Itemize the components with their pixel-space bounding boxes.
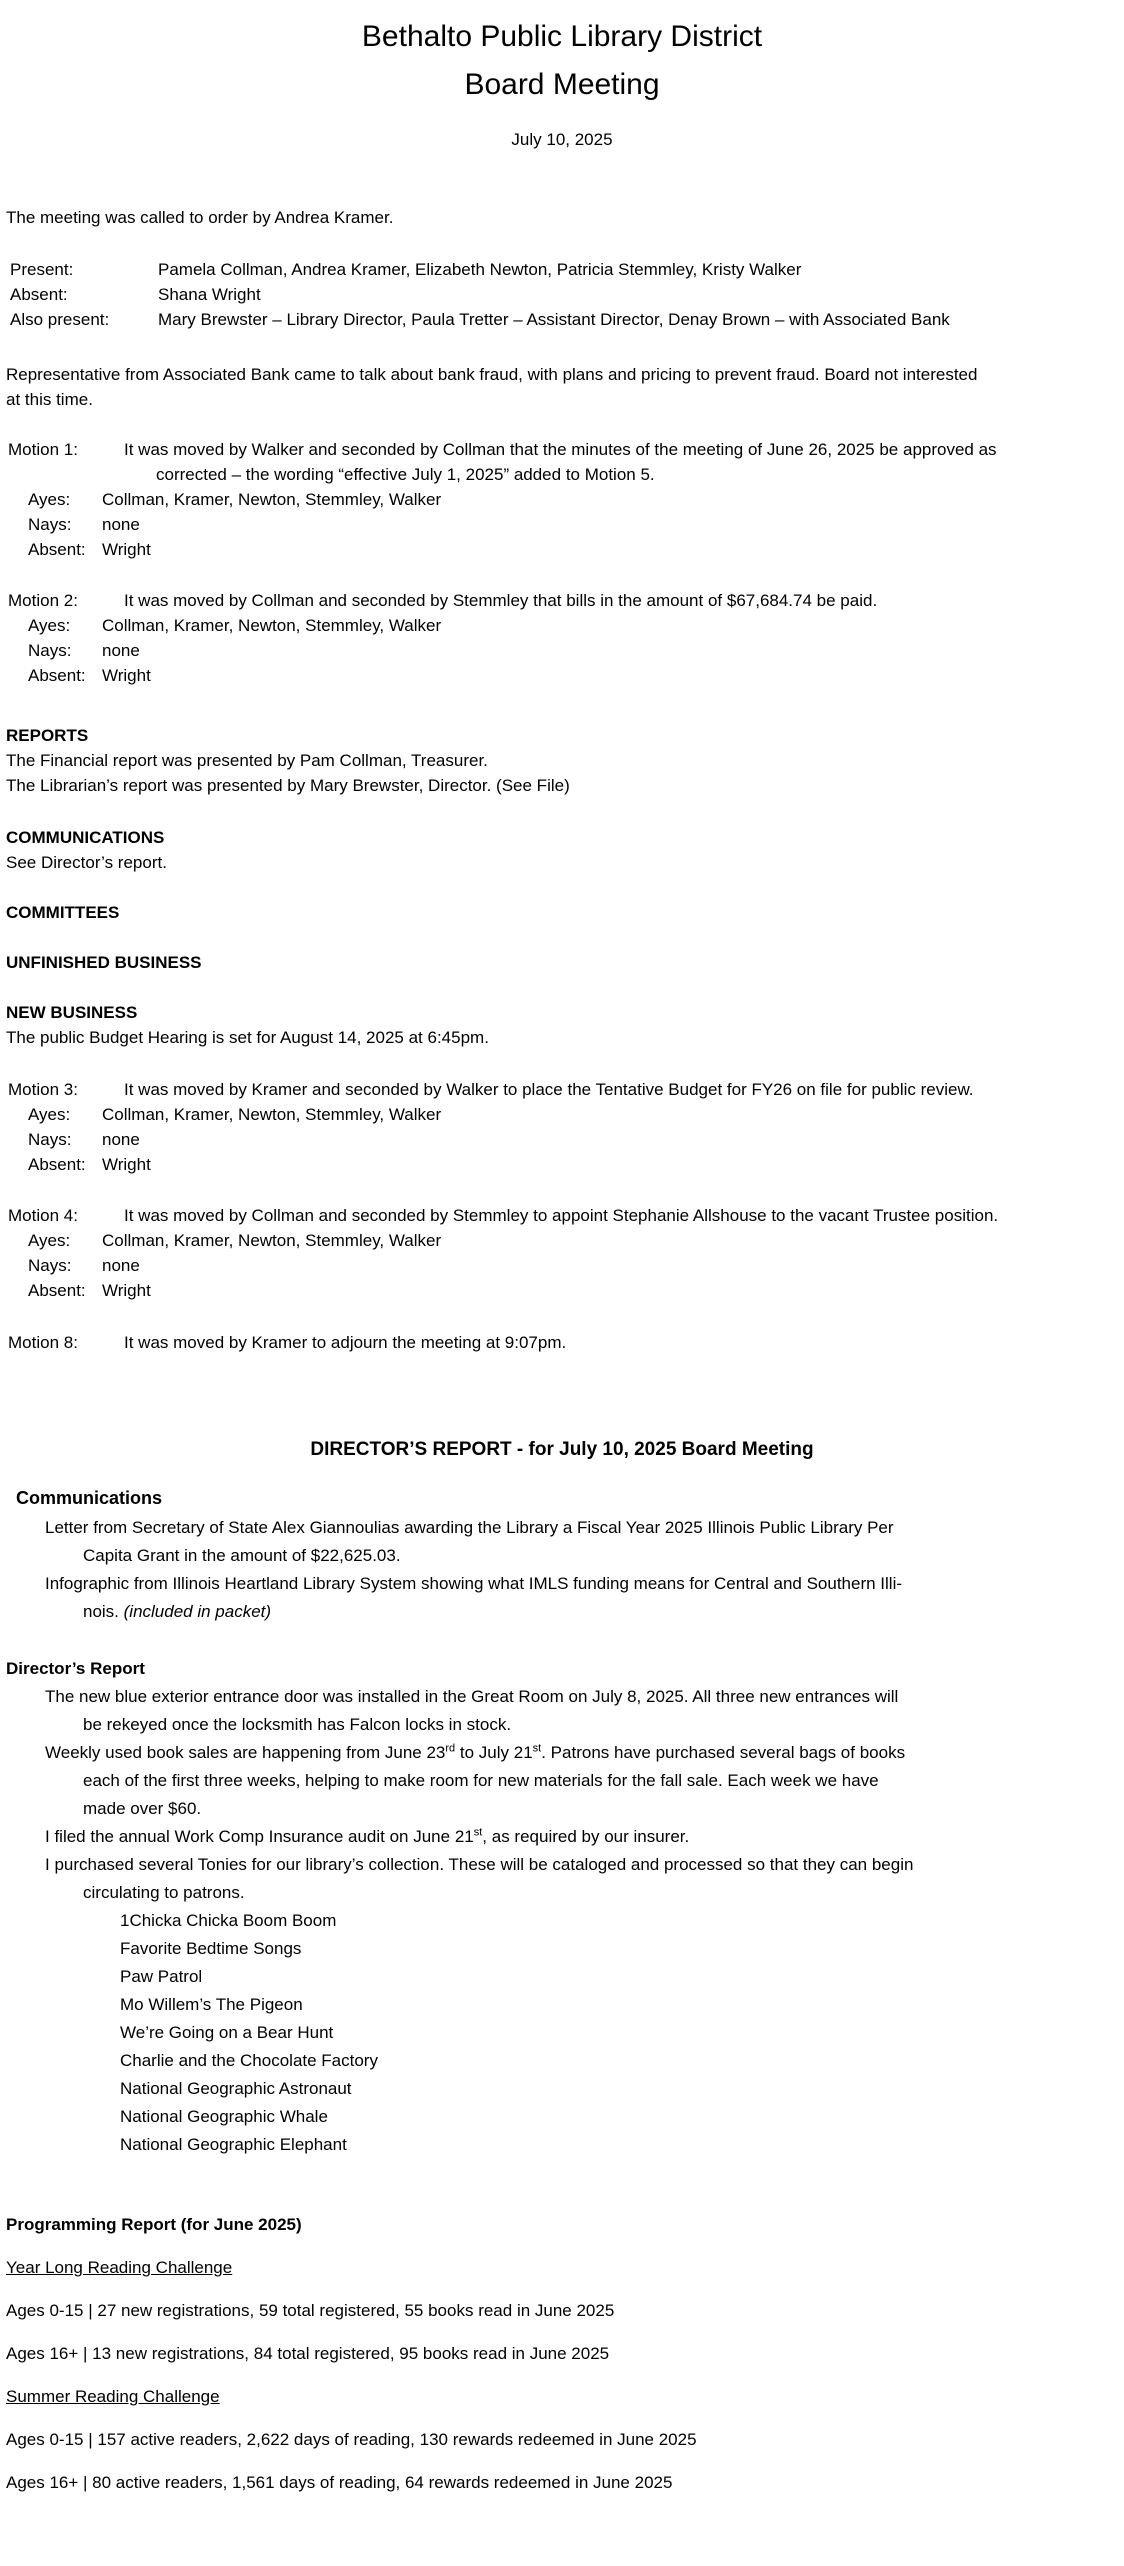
motion-2-absent-row	[6, 663, 1118, 688]
bank-note-line1: Representative from Associated Bank came to talk about bank fraud, with plans and pricing to prevent fraud. Board not interested	[6, 365, 978, 384]
dr-letter-line2: Capita Grant in the amount of $22,625.03.	[83, 1546, 401, 1565]
motion-1-ayes: Collman, Kramer, Newton, Stemmley, Walker	[102, 490, 442, 509]
absent-vote-label: Absent:	[28, 540, 86, 559]
motion-4-nays: none	[102, 1256, 140, 1275]
motion-2-absent: Wright	[102, 666, 151, 685]
motion-2-nays-row	[6, 638, 1118, 663]
tonies-list-item: 1Chicka Chicka Boom Boom	[120, 1911, 337, 1930]
motion-4-absent: Wright	[102, 1281, 151, 1300]
motion-4-text-row	[6, 1203, 1118, 1228]
committees-heading: COMMITTEES	[6, 903, 120, 922]
new-business-heading: NEW BUSINESS	[6, 1003, 138, 1022]
dr-door-line1: The new blue exterior entrance door was installed in the Great Room on July 8, 2025. All three new entrances will	[45, 1687, 899, 1706]
tonies-list-item: Paw Patrol	[120, 1967, 203, 1986]
motion-4-absent-row	[6, 1278, 1118, 1303]
motion-2-ayes: Collman, Kramer, Newton, Stemmley, Walker	[102, 616, 442, 635]
absent-vote-label: Absent:	[28, 1281, 86, 1300]
year-long-challenge-heading: Year Long Reading Challenge	[6, 2258, 233, 2277]
dr-communications-heading: Communications	[16, 1488, 163, 1508]
programming-report-heading: Programming Report (for June 2025)	[6, 2215, 302, 2234]
motion-8-line1: It was moved by Kramer to adjourn the meeting at 9:07pm.	[124, 1333, 567, 1352]
motion-3-ayes: Collman, Kramer, Newton, Stemmley, Walker	[102, 1105, 442, 1124]
reports-section	[6, 723, 1118, 798]
dr-letter-line1: Letter from Secretary of State Alex Giannoulias awarding the Library a Fiscal Year 2025 Illinois Public Library Per	[45, 1518, 894, 1537]
tonies-list-item: National Geographic Astronaut	[120, 2079, 352, 2098]
motion-3-ayes-row	[6, 1102, 1118, 1127]
bank-note-line2: at this time.	[6, 390, 93, 409]
motion-1	[6, 437, 1118, 562]
reports-line2: The Librarian’s report was presented by Mary Brewster, Director. (See File)	[6, 776, 570, 795]
absent-value: Shana Wright	[158, 285, 261, 304]
doc-title-line2: Board Meeting	[464, 68, 660, 101]
dr-booksale-line1	[6, 1739, 1118, 1767]
summer-ages-0-15: Ages 0-15 | 157 active readers, 2,622 days of reading, 130 rewards redeemed in June 2025	[6, 2430, 697, 2449]
new-business-section	[6, 1000, 1118, 1050]
motion-1-text-row	[6, 437, 1118, 462]
tonies-list-item: National Geographic Elephant	[120, 2135, 347, 2154]
motion-3-nays: none	[102, 1130, 140, 1149]
summer-ages-16-plus: Ages 16+ | 80 active readers, 1,561 days of reading, 64 rewards redeemed in June 2025	[6, 2473, 673, 2492]
motion-1-nays-row	[6, 512, 1118, 537]
nays-label: Nays:	[28, 641, 72, 660]
nays-label: Nays:	[28, 515, 72, 534]
motion-1-line2: corrected – the wording “effective July 1, 2025” added to Motion 5.	[156, 465, 655, 484]
dr-infographic-line2	[6, 1598, 1118, 1626]
motion-4-ayes: Collman, Kramer, Newton, Stemmley, Walker	[102, 1231, 442, 1250]
dr-audit-line	[6, 1823, 1118, 1851]
communications-heading: COMMUNICATIONS	[6, 828, 165, 847]
motion-4-nays-row	[6, 1253, 1118, 1278]
dr-door-line2: be rekeyed once the locksmith has Falcon locks in stock.	[83, 1715, 512, 1734]
dr-booksale-mid: to July 21	[455, 1743, 533, 1762]
motion-4-ayes-row	[6, 1228, 1118, 1253]
ayes-label: Ayes:	[28, 490, 71, 509]
dr-booksale-sup1: rd	[445, 1742, 456, 1755]
new-business-line1: The public Budget Hearing is set for August 14, 2025 at 6:45pm.	[6, 1028, 489, 1047]
motion-1-absent-row	[6, 537, 1118, 562]
dr-infographic-line2-italic: (included in packet)	[123, 1602, 272, 1621]
motion-2-label: Motion 2:	[8, 591, 78, 610]
motion-4-label: Motion 4:	[8, 1206, 78, 1225]
also-present-value: Mary Brewster – Library Director, Paula Tretter – Assistant Director, Denay Brown – with Associated Bank	[158, 310, 950, 329]
tonies-list-item: Favorite Bedtime Songs	[120, 1939, 302, 1958]
communications-section	[6, 825, 1118, 875]
attendance-block	[6, 257, 1118, 332]
dr-audit-sup: st	[473, 1826, 483, 1839]
dr-booksale-sup2: st	[532, 1742, 542, 1755]
absent-label: Absent:	[10, 285, 68, 304]
motion-8-text-row	[6, 1330, 1118, 1355]
dr-tonies-line2: circulating to patrons.	[83, 1883, 245, 1902]
dr-audit-pre: I filed the annual Work Comp Insurance audit on June 21	[45, 1827, 474, 1846]
unfinished-business-heading: UNFINISHED BUSINESS	[6, 953, 202, 972]
attendance-row-present	[6, 257, 1118, 282]
also-present-label: Also present:	[10, 310, 110, 329]
dr-booksale-line3: made over $60.	[83, 1799, 202, 1818]
motion-2-line1: It was moved by Collman and seconded by Stemmley that bills in the amount of $67,684.74 be paid.	[124, 591, 878, 610]
ayes-label: Ayes:	[28, 616, 71, 635]
motion-4-line1: It was moved by Collman and seconded by Stemmley to appoint Stephanie Allshouse to the vacant Trustee position.	[124, 1206, 999, 1225]
motion-2-ayes-row	[6, 613, 1118, 638]
motion-1-nays: none	[102, 515, 140, 534]
reports-heading: REPORTS	[6, 726, 89, 745]
attendance-row-also-present	[6, 307, 1118, 332]
summer-challenge-heading: Summer Reading Challenge	[6, 2387, 220, 2406]
dr-infographic-line2-regular: nois.	[83, 1602, 124, 1621]
communications-line1: See Director’s report.	[6, 853, 167, 872]
motion-1-absent: Wright	[102, 540, 151, 559]
ayes-label: Ayes:	[28, 1105, 71, 1124]
motion-2-text-row	[6, 588, 1118, 613]
motion-2-nays: none	[102, 641, 140, 660]
nays-label: Nays:	[28, 1256, 72, 1275]
present-label: Present:	[10, 260, 74, 279]
motion-1-label: Motion 1:	[8, 440, 78, 459]
motion-3-absent: Wright	[102, 1155, 151, 1174]
tonies-list-item: Mo Willem’s The Pigeon	[120, 1995, 303, 2014]
dr-booksale-post: . Patrons have purchased several bags of books	[541, 1743, 906, 1762]
bank-note	[6, 362, 1118, 412]
dr-tonies-line1: I purchased several Tonies for our library’s collection. These will be cataloged and processed so that they can begin	[45, 1855, 914, 1874]
year-long-ages-0-15: Ages 0-15 | 27 new registrations, 59 total registered, 55 books read in June 2025	[6, 2301, 615, 2320]
motion-8-label: Motion 8:	[8, 1333, 78, 1352]
absent-vote-label: Absent:	[28, 666, 86, 685]
tonies-list-item: Charlie and the Chocolate Factory	[120, 2051, 378, 2070]
dr-booksale-line2: each of the first three weeks, helping to make room for new materials for the fall sale. Each week we have	[83, 1771, 879, 1790]
present-value: Pamela Collman, Andrea Kramer, Elizabeth Newton, Patricia Stemmley, Kristy Walker	[158, 260, 802, 279]
absent-vote-label: Absent:	[28, 1155, 86, 1174]
directors-report-title: DIRECTOR’S REPORT - for July 10, 2025 Board Meeting	[310, 1439, 814, 1460]
dr-infographic-line1: Infographic from Illinois Heartland Library System showing what IMLS funding means for Central and Southern Illi-	[45, 1574, 903, 1593]
motion-3-absent-row	[6, 1152, 1118, 1177]
motion-3	[6, 1077, 1118, 1177]
motion-4	[6, 1203, 1118, 1303]
motion-3-nays-row	[6, 1127, 1118, 1152]
nays-label: Nays:	[28, 1130, 72, 1149]
called-to-order: The meeting was called to order by Andrea Kramer.	[6, 208, 394, 227]
motion-1-ayes-row	[6, 487, 1118, 512]
motion-2	[6, 588, 1118, 688]
ayes-label: Ayes:	[28, 1231, 71, 1250]
tonies-list-item: We’re Going on a Bear Hunt	[120, 2023, 334, 2042]
motion-3-text-row	[6, 1077, 1118, 1102]
dr-audit-post: , as required by our insurer.	[482, 1827, 690, 1846]
dr-booksale-pre: Weekly used book sales are happening from June 23	[45, 1743, 446, 1762]
motion-8	[6, 1330, 1118, 1355]
year-long-ages-16-plus: Ages 16+ | 13 new registrations, 84 total registered, 95 books read in June 2025	[6, 2344, 610, 2363]
motion-3-label: Motion 3:	[8, 1080, 78, 1099]
doc-title-line1: Bethalto Public Library District	[361, 20, 763, 53]
doc-date: July 10, 2025	[511, 130, 613, 149]
reports-line1: The Financial report was presented by Pam Collman, Treasurer.	[6, 751, 488, 770]
attendance-row-absent	[6, 282, 1118, 307]
dr-report-heading: Director’s Report	[6, 1659, 145, 1678]
motion-1-line1: It was moved by Walker and seconded by Collman that the minutes of the meeting of June 26, 2025 be approved as	[124, 440, 997, 459]
tonies-list-item: National Geographic Whale	[120, 2107, 328, 2126]
motion-3-line1: It was moved by Kramer and seconded by Walker to place the Tentative Budget for FY26 on file for public review.	[124, 1080, 974, 1099]
